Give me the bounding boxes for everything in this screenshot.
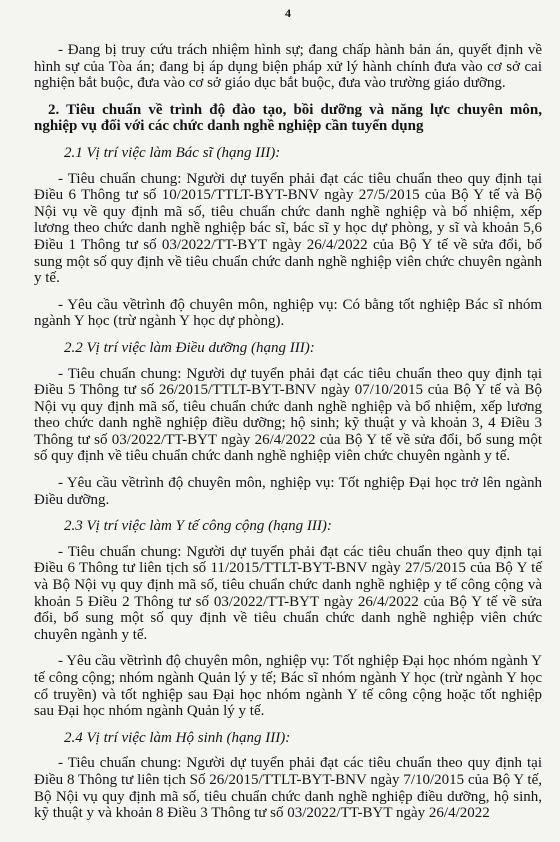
paragraph-2-4-general: - Tiêu chuẩn chung: Người dự tuyển phải đạt các tiêu chuẩn theo quy định tại Điều 8 Thông tư liên tịch Số 26/2015/TTLT-BYT-BNV ngày 7/10/2015 của Bộ Y tế, Bộ Nội vụ quy định mã số, tiêu chuẩn chức danh nghề nghiệp điều dưỡng, hộ sinh, kỹ thuật y và khoản 8 Điều 3 Thông tư số 03/2022/TT-BYT ngày 26/4/2022 — [34, 755, 542, 822]
paragraph-2-1-requirement: - Yêu cầu vềtrình độ chuyên môn, nghiệp vụ: Có bằng tốt nghiệp Bác sĩ nhóm ngành Y học (trừ ngành Y học dự phòng). — [34, 296, 542, 330]
subheading-2-3: 2.3 Vị trí việc làm Y tế công cộng (hạng III): — [64, 518, 332, 535]
paragraph-2-2-requirement: - Yêu cầu vềtrình độ chuyên môn, nghiệp vụ: Tốt nghiệp Đại học trở lên ngành Điều dưỡng. — [34, 475, 542, 508]
subheading-2-2: 2.2 Vị trí việc làm Điều dưỡng (hạng III): — [64, 339, 315, 356]
paragraph-intro: - Đang bị truy cứu trách nhiệm hình sự; đang chấp hành bản án, quyết định về hình sự của Tòa án; đang bị áp dụng biện pháp xử lý hành chính đưa vào cơ sở cai nghiện bắt buộc, đưa vào cơ sở giáo dục bắt buộc, đưa vào trường giáo dưỡng. — [34, 42, 542, 92]
paragraph-2-2-general: - Tiêu chuẩn chung: Người dự tuyển phải đạt các tiêu chuẩn theo quy định tại Điều 5 Thông tư số 26/2015/TTLT-BYT-BNV ngày 07/10/2015 của Bộ Y tế và Bộ Nội vụ quy định mã số, tiêu chuẩn chức danh nghề nghiệp và bổ nhiệm, xếp lương theo chức danh nghề nghiệp điều dưỡng; hộ sinh; kỹ thuật y và khoản 3, 4 Điều 3 Thông tư số 03/2022/TT-BYT ngày 26/4/2022 của Bộ Y tế về sửa đổi, bổ sung một số quy định về tiêu chuẩn chức danh nghề nghiệp viên chức chuyên ngành y tế. — [34, 365, 542, 465]
heading-section-2: 2. Tiêu chuẩn về trình độ đào tạo, bồi dưỡng và năng lực chuyên môn, nghiệp vụ đối với các chức danh nghề nghiệp cần tuyển dụng — [34, 101, 542, 135]
paragraph-2-3-general: - Tiêu chuẩn chung: Người dự tuyển phải đạt các tiêu chuẩn theo quy định tại Điều 6 Thông tư liên tịch số 11/2015/TTLT-BYT-BNV ngày 27/5/2015 của Bộ Y tế và Bộ Nội vụ quy định mã số, tiêu chuẩn chức danh nghề nghiệp y tế công cộng và khoản 5 Điều 2 Thông tư số 03/2022/TT-BYT ngày 26/4/2022 của Bộ Y tế về sửa đổi, bổ sung một số quy định về tiêu chuẩn chức danh nghề nghiệp viên chức chuyên ngành y tế. — [34, 543, 542, 643]
paragraph-2-1-general: - Tiêu chuẩn chung: Người dự tuyển phải đạt các tiêu chuẩn theo quy định tại Điều 6 Thông tư số 10/2015/TTLT-BYT-BNV ngày 27/5/2015 của Bộ Y tế và Bộ Nội vụ về quy định mã số, tiêu chuẩn chức danh nghề nghiệp và bổ nhiệm, xếp lương theo chức danh nghề nghiệp bác sĩ, bác sĩ y học dự phòng, y sĩ và khoản 5,6 Điều 1 Thông tư số 03/2022/TT-BYT ngày 26/4/2022 của Bộ Y tế về sửa đổi, bổ sung một số quy định về tiêu chuẩn chức danh nghề nghiệp viên chức chuyên ngành y tế. — [34, 170, 542, 287]
page-number: 4 — [285, 6, 291, 20]
subheading-2-4: 2.4 Vị trí việc làm Hộ sinh (hạng III): — [64, 729, 291, 746]
paragraph-2-3-requirement: - Yêu cầu vềtrình độ chuyên môn, nghiệp vụ: Tốt nghiệp Đại học nhóm ngành Y tế công cộng; nhóm ngành Quản lý y tế; Bác sĩ nhóm ngành Y học (trừ ngành Y học cổ truyền) và tốt nghiệp sau Đại học nhóm ngành Y tế công cộng hoặc tốt nghiệp sau Đại học nhóm ngành Quản lý y tế. — [34, 653, 542, 720]
subheading-2-1: 2.1 Vị trí việc làm Bác sĩ (hạng III): — [64, 144, 281, 161]
